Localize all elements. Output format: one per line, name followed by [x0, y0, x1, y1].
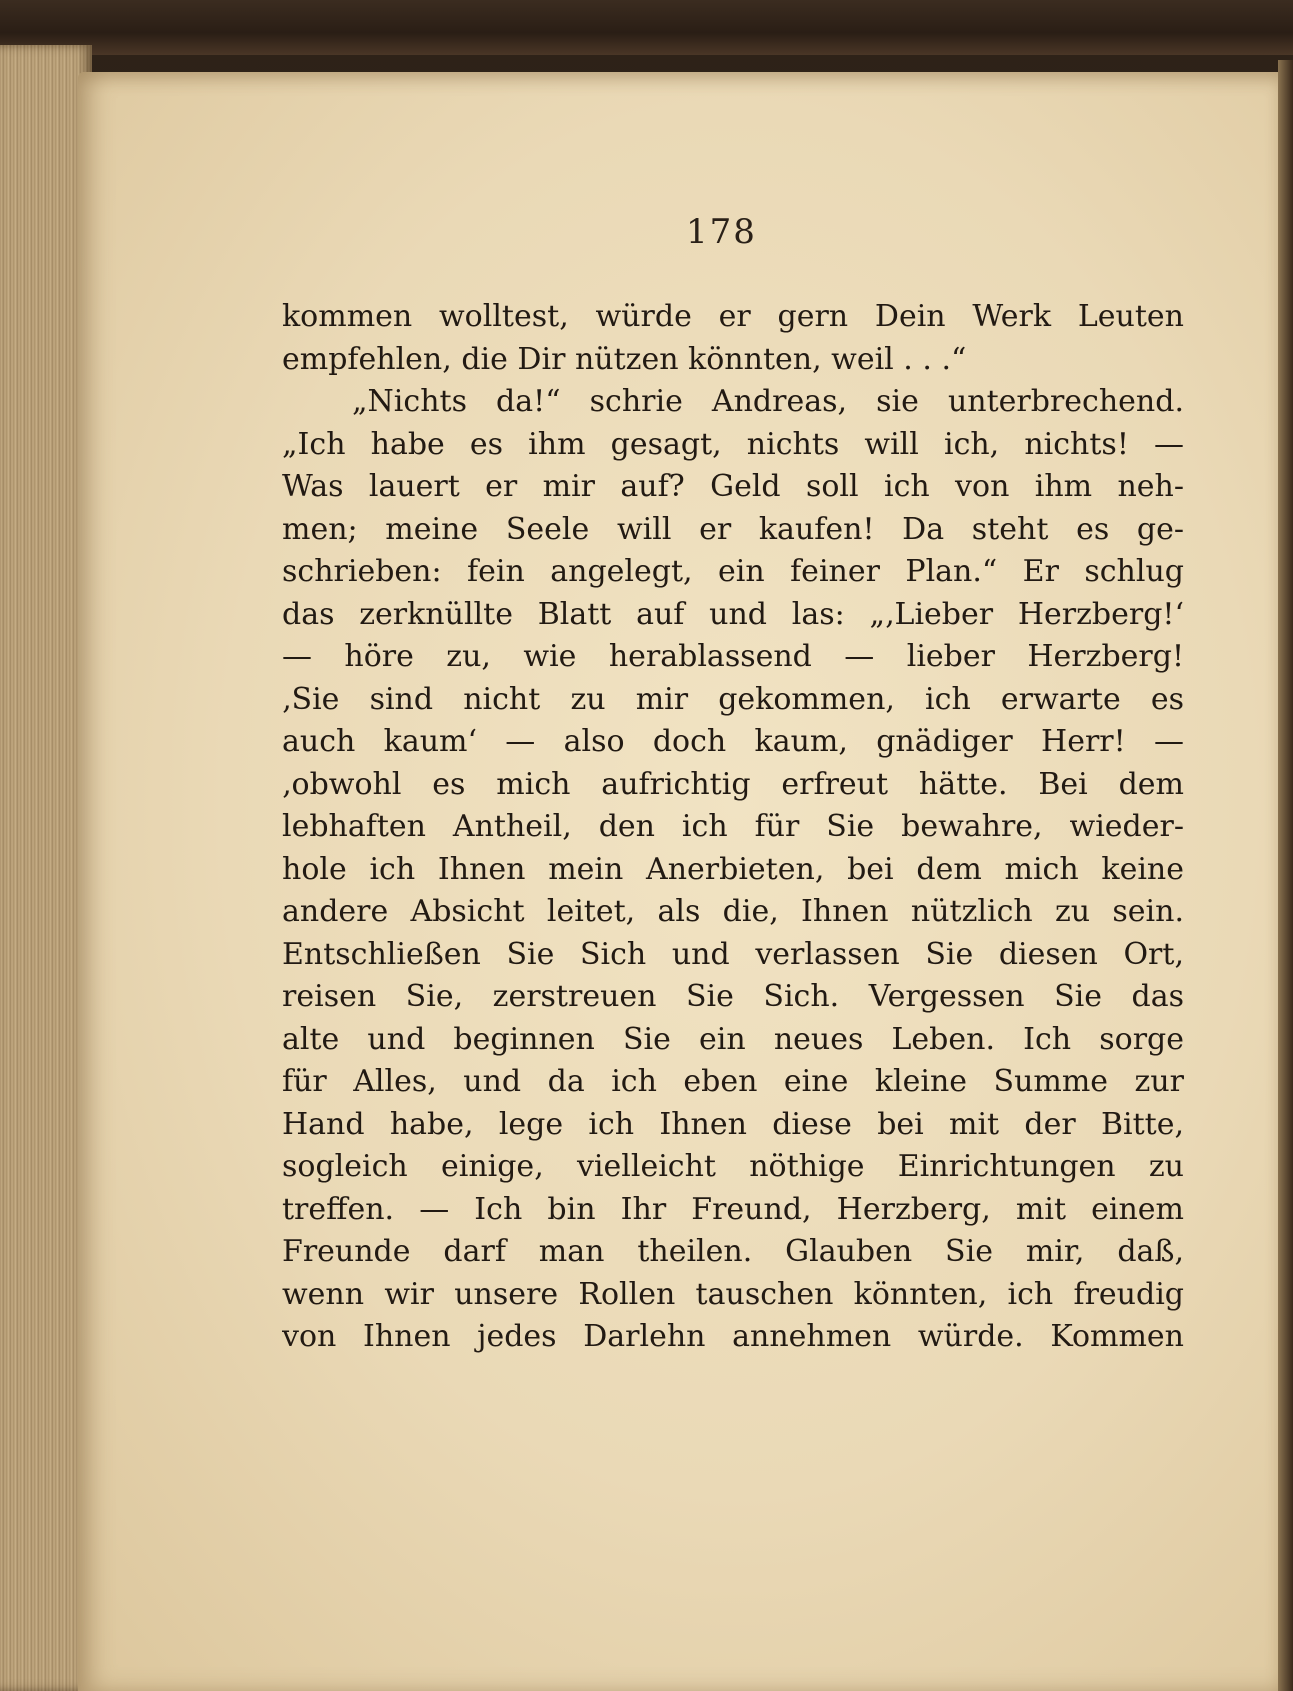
text-line: das zerknüllte Blatt auf und las: „‚Lieber Herzberg!‘ — [282, 596, 1184, 632]
text-line: „Nichts da!“ schrie Andreas, sie unterbrechend. — [352, 384, 1184, 419]
text-line: von Ihnen jedes Darlehn annehmen würde. Kommen — [282, 1319, 1184, 1354]
text-line: sogleich einige, vielleicht nöthige Einrichtungen zu — [282, 1149, 1184, 1184]
text-line: Hand habe, lege ich Ihnen diese bei mit der Bitte, — [282, 1106, 1184, 1142]
text-line: für Alles, und da ich eben eine kleine Summe zur — [282, 1064, 1184, 1099]
text-line: Freunde darf man theilen. Glauben Sie mir, daß, — [282, 1234, 1184, 1269]
text-line: empfehlen, die Dir nützen könnten, weil . . .“ — [282, 341, 967, 377]
text-line: „Ich habe es ihm gesagt, nichts will ich, nichts! — — [282, 426, 1184, 462]
text-line: — höre zu, wie herablassend — lieber Herzberg! — [282, 639, 1184, 674]
text-line: treffen. — Ich bin Ihr Freund, Herzberg, mit einem — [282, 1191, 1184, 1227]
text-line: alte und beginnen Sie ein neues Leben. Ich sorge — [282, 1021, 1184, 1057]
text-line: wenn wir unsere Rollen tauschen könnten, ich freudig — [282, 1276, 1184, 1312]
right-page-edge — [1278, 60, 1293, 1691]
text-line: auch kaum‘ — also doch kaum, gnädiger Herr! — — [282, 724, 1184, 759]
text-line: kommen wolltest, würde er gern Dein Werk Leuten — [282, 299, 1184, 334]
text-line: andere Absicht leitet, als die, Ihnen nützlich zu sein. — [282, 894, 1184, 929]
book-cover-top — [0, 0, 1293, 55]
text-line: schrieben: fein angelegt, ein feiner Plan.“ Er schlug — [282, 554, 1184, 589]
page-number: 178 — [686, 212, 757, 252]
body-text — [282, 296, 1184, 1359]
text-line: reisen Sie, zerstreuen Sie Sich. Vergessen Sie das — [282, 979, 1184, 1014]
text-line: hole ich Ihnen mein Anerbieten, bei dem mich keine — [282, 851, 1184, 887]
text-line: ‚Sie sind nicht zu mir gekommen, ich erwarte es — [282, 681, 1184, 717]
text-line: men; meine Seele will er kaufen! Da steht es ge- — [282, 511, 1184, 547]
text-line: ‚obwohl es mich aufrichtig erfreut hätte. Bei dem — [282, 766, 1184, 802]
text-line: Entschließen Sie Sich und verlassen Sie diesen Ort, — [282, 936, 1184, 972]
text-line: lebhaften Antheil, den ich für Sie bewahre, wieder- — [282, 809, 1184, 844]
text-line: Was lauert er mir auf? Geld soll ich von ihm neh- — [282, 469, 1184, 504]
